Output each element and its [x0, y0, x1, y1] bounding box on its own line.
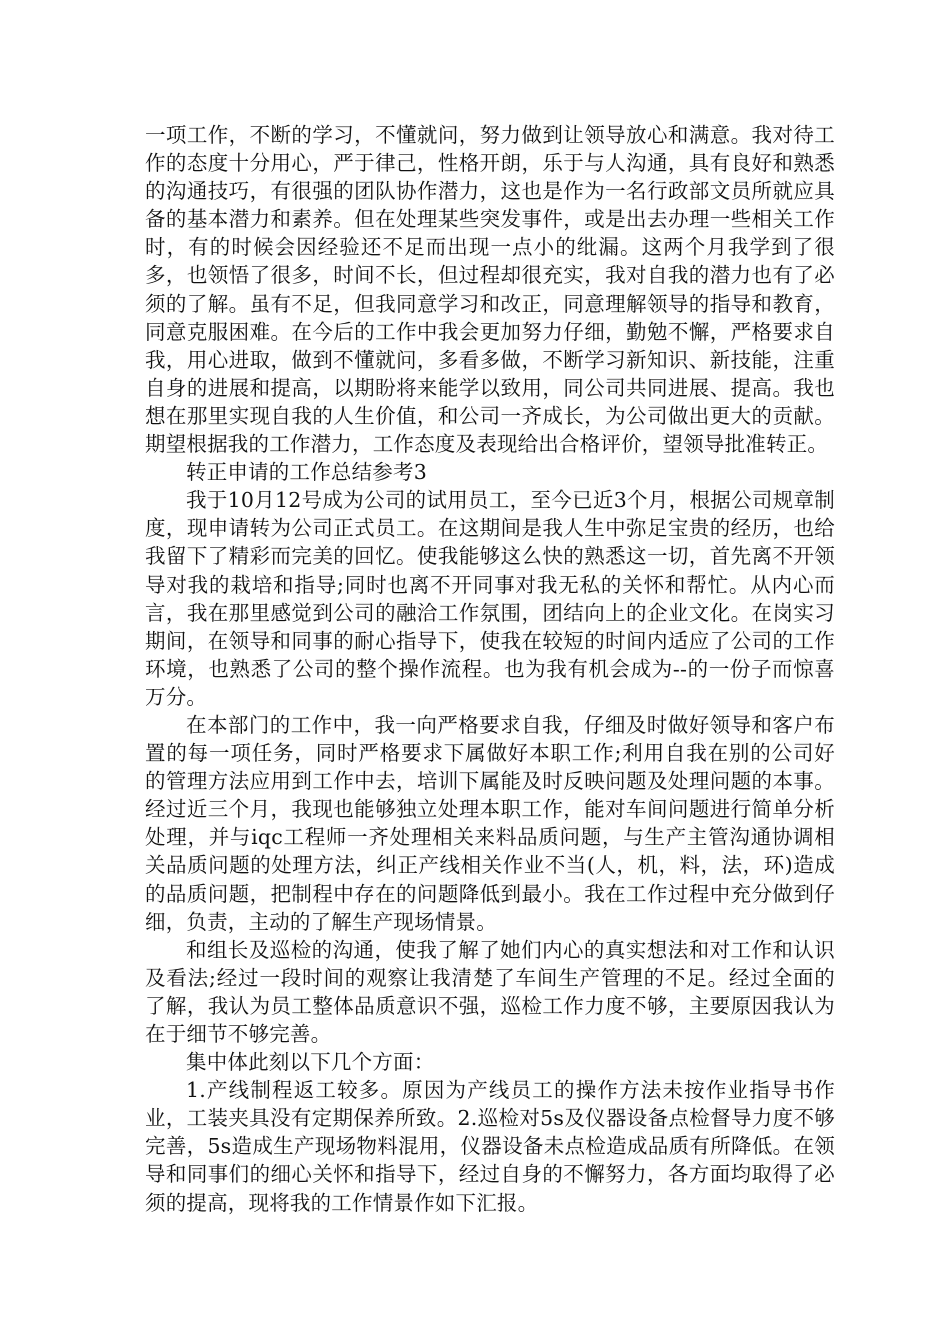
paragraph-aspects-intro: 集中体此刻以下几个方面： — [186, 1050, 435, 1075]
paragraph-work-attitude: 一项工作，不断的学习，不懂就问，努力做到让领导放心和满意。我对待工作的态度十分用心，严于律己，性格开朗，乐于与人沟通，具有良好和熟悉的沟通技巧，有很强的团队协作潜力，这也是作为一名行政部文员所就应具备的基本潜力和素养。但在处理某些突发事件，或是出去办理一些相关工作时，有的时候会因经验还不足而出现一点小的纰漏。这两个月我学到了很多，也领悟了很多，时间不长，但过程却很充实，我对自我的潜力也有了必须的了解。虽有不足，但我同意学习和改正，同意理解领导的指导和教育，同意克服困难。在今后的工作中我会更加努力仔细，勤勉不懈，严格要求自我，用心进取，做到不懂就问，多看多做，不断学习新知识、新技能，注重自身的进展和提高，以期盼将来能学以致用，同公司共同进展、提高。我也想在那里实现自我的人生价值，和公司一齐成长，为公司做出更大的贡献。期望根据我的工作潜力，工作态度及表现给出合格评价，望领导批准转正。 — [145, 123, 835, 457]
paragraph-communication: 和组长及巡检的沟通，使我了解了她们内心的真实想法和对工作和认识及看法;经过一段时间的观察让我清楚了车间生产管理的不足。经过全面的了解，我认为员工整体品质意识不强，巡检工作力度不够，主要原因我认为在于细节不够完善。 — [145, 937, 835, 1046]
paragraph-department-work: 在本部门的工作中，我一向严格要求自我，仔细及时做好领导和客户布置的每一项任务，同时严格要求下属做好本职工作;利用自我在别的公司好的管理方法应用到工作中去，培训下属能及时反映问题及处理问题的本事。经过近三个月，我现也能够独立处理本职工作，能对车间问题进行简单分析处理，并与iqc工程师一齐处理相关来料品质问题，与生产主管沟通协调相关品质问题的处理方法，纠正产线相关作业不当(人，机，料，法，环)造成的品质问题，把制程中存在的问题降低到最小。我在工作过程中充分做到仔细，负责，主动的了解生产现场情景。 — [145, 712, 835, 934]
paragraph-probation-intro: 我于10月12号成为公司的试用员工，至今已近3个月，根据公司规章制度，现申请转为公司正式员工。在这期间是我人生中弥足宝贵的经历，也给我留下了精彩而完美的回忆。使我能够这么快的熟悉这一切，首先离不开领导对我的栽培和指导;同时也离不开同事对我无私的关怀和帮忙。从内心而言，我在那里感觉到公司的融洽工作氛围，团结向上的企业文化。在岗实习期间，在领导和同事的耐心指导下，使我在较短的时间内适应了公司的工作环境，也熟悉了公司的整个操作流程。也为我有机会成为--的一份子而惊喜万分。 — [145, 488, 835, 709]
paragraph-issues-list: 1.产线制程返工较多。原因为产线员工的操作方法未按作业指导书作业，工装夹具没有定期保养所致。2.巡检对5s及仪器设备点检督导力度不够完善，5s造成生产现场物料混用，仪器设备未点检造成品质有所降低。在领导和同事们的细心关怀和指导下，经过自身的不懈努力，各方面均取得了必须的提高，现将我的工作情景作如下汇报。 — [145, 1078, 835, 1215]
document-body — [145, 121, 835, 1217]
section-heading-reference-3: 转正申请的工作总结参考3 — [186, 460, 427, 485]
